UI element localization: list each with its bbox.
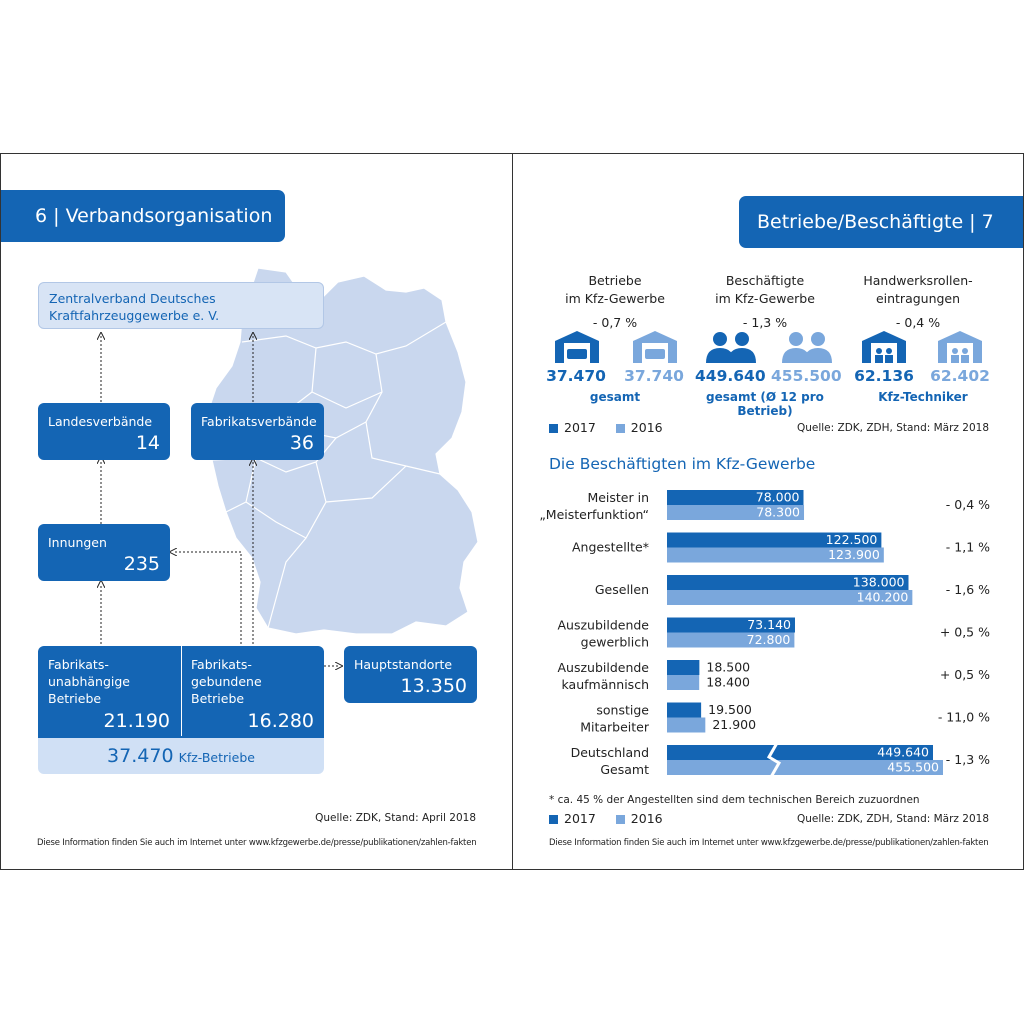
legend-2017-label: 2017 xyxy=(564,420,596,435)
stat-beschaeftigte-sub: gesamt (Ø 12 pro Betrieb) xyxy=(706,390,824,418)
footer-right: Diese Information finden Sie auch im Internet unter www.kfzgewerbe.de/presse/publikationen/zahlen-fakten xyxy=(549,838,989,848)
stat-betriebe-sub: gesamt xyxy=(589,390,641,404)
legend-bottom-2017-label: 2017 xyxy=(564,811,596,826)
bar-2016 xyxy=(667,675,699,690)
total-kfz-betriebe xyxy=(38,738,324,774)
stat-handwerk-head xyxy=(853,272,983,308)
stat-betriebe-pct: - 0,7 % xyxy=(592,315,638,330)
stat-betriebe-head1: Betriebe xyxy=(588,273,642,288)
source-top: Quelle: ZDK, ZDH, Stand: März 2018 xyxy=(796,422,989,434)
landesverbaende-value: 14 xyxy=(135,432,160,454)
stat-betriebe-head xyxy=(550,272,680,308)
category-label: Auszubildende gewerblich xyxy=(557,617,649,650)
stat-beschaeftigte-2016: 455.500 xyxy=(771,367,842,385)
bar-value-2016: 21.900 xyxy=(712,717,757,732)
garage-workers-icon-2016 xyxy=(938,331,982,363)
section-tab-verbandsorganisation: 6 | Verbandsorganisation xyxy=(1,190,285,242)
gebunden-line3: Betriebe xyxy=(191,691,245,706)
hauptstandorte-label: Hauptstandorte xyxy=(354,657,453,672)
hauptstandorte-value: 13.350 xyxy=(400,675,467,697)
bar-value-2017: 122.500 xyxy=(825,532,878,547)
stat-beschaeftigte-2017: 449.640 xyxy=(695,367,766,385)
landesverbaende-label: Landesverbände xyxy=(48,414,153,429)
stat-beschaeftigte-head1: Beschäftigte xyxy=(725,273,805,288)
bar-value-2016: 78.300 xyxy=(756,504,801,520)
unabhaengig-label xyxy=(48,656,130,707)
legend-top xyxy=(549,420,663,435)
bar-value-2017: 18.500 xyxy=(706,659,751,675)
bar-value-2016: 123.900 xyxy=(828,547,880,562)
page-right xyxy=(512,153,1024,870)
fabrikatsverbaende-value: 36 xyxy=(289,432,314,454)
zdk-box xyxy=(38,282,324,329)
garage-car-icon xyxy=(555,331,599,363)
bar-value-2016: 455.500 xyxy=(887,759,939,775)
stat-betriebe-2016: 37.740 xyxy=(624,367,684,385)
change-label: - 11,0 % xyxy=(937,709,990,725)
legend-2017-swatch xyxy=(549,424,558,433)
chart-title: Die Beschäftigten im Kfz-Gewerbe xyxy=(549,455,816,473)
employees-bar-chart xyxy=(513,484,1024,789)
gebunden-value: 16.280 xyxy=(247,710,314,732)
gebunden-line2: gebundene xyxy=(191,674,262,689)
bar-value-2017: 78.000 xyxy=(755,489,800,505)
footer-left: Diese Information finden Sie auch im Internet unter www.kfzgewerbe.de/presse/publikationen/zahlen-fakten xyxy=(37,838,477,848)
total-label: Kfz-Betriebe xyxy=(178,750,255,765)
unabhaengig-line2: unabhängige xyxy=(48,674,130,689)
stat-betriebe-head2: im Kfz-Gewerbe xyxy=(565,291,665,306)
change-label: + 0,5 % xyxy=(939,667,990,682)
change-label: - 1,3 % xyxy=(945,752,990,767)
zdk-line1: Zentralverband Deutsches xyxy=(49,291,216,306)
stat-beschaeftigte-head2: im Kfz-Gewerbe xyxy=(715,291,815,306)
gebunden-line1: Fabrikats- xyxy=(191,657,252,672)
total-value: 37.470 xyxy=(107,745,174,767)
stat-betriebe-2017: 37.470 xyxy=(546,367,606,385)
stat-handwerk-head2: eintragungen xyxy=(875,291,961,306)
landesverbaende-box xyxy=(38,403,170,460)
stat-handwerk-pct: - 0,4 % xyxy=(895,315,941,330)
change-label: - 0,4 % xyxy=(945,497,990,512)
legend-2016-label: 2016 xyxy=(630,420,663,435)
fabrikatsverbaende-label: Fabrikatsverbände xyxy=(201,414,317,429)
change-label: + 0,5 % xyxy=(939,624,990,640)
bar-value-2016: 18.400 xyxy=(706,674,750,690)
bar-value-2017: 19.500 xyxy=(708,702,752,717)
zdk-line2: Kraftfahrzeuggewerbe e. V. xyxy=(49,308,220,323)
unabhaengig-line3: Betriebe xyxy=(48,691,102,706)
source-bottom: Quelle: ZDK, ZDH, Stand: März 2018 xyxy=(796,813,989,825)
garage-workers-icon xyxy=(862,331,906,363)
legend-bottom-2017-swatch xyxy=(549,815,558,824)
legend-bottom-2016-swatch xyxy=(616,815,625,824)
legend-2016-swatch xyxy=(616,424,625,433)
category-label: Gesellen xyxy=(594,582,649,597)
bar-value-2017: 138.000 xyxy=(852,574,905,590)
category-label: Auszubildende kaufmännisch xyxy=(557,660,649,692)
garage-car-icon-2016 xyxy=(633,331,677,363)
stat-handwerk-2016: 62.402 xyxy=(930,367,990,385)
bar-2017 xyxy=(667,660,699,675)
innungen-label: Innungen xyxy=(48,535,107,550)
fabrikatsverbaende-box xyxy=(191,403,324,460)
innungen-value: 235 xyxy=(123,553,160,575)
stat-handwerk-2017: 62.136 xyxy=(854,367,914,385)
bar-value-2016: 140.200 xyxy=(856,589,909,605)
source-left: Quelle: ZDK, Stand: April 2018 xyxy=(315,812,476,824)
betriebe-divider xyxy=(181,646,182,736)
change-label: - 1,1 % xyxy=(945,539,990,555)
category-label: Deutschland Gesamt xyxy=(570,745,649,777)
section-tab-betriebe: Betriebe/Beschäftigte | 7 xyxy=(739,196,1023,248)
stat-handwerk-head1: Handwerksrollen- xyxy=(863,273,973,288)
unabhaengig-value: 21.190 xyxy=(103,710,170,732)
bar-2017 xyxy=(667,703,701,718)
bar-value-2017: 73.140 xyxy=(747,617,791,632)
bar-value-2016: 72.800 xyxy=(746,632,791,647)
gebunden-label xyxy=(191,656,262,707)
stat-beschaeftigte-head xyxy=(700,272,830,308)
people-icon-2016 xyxy=(781,331,833,363)
category-label: sonstige Mitarbeiter xyxy=(580,702,649,735)
innungen-box xyxy=(38,524,170,581)
bar-value-2017: 449.640 xyxy=(877,744,929,760)
change-label: - 1,6 % xyxy=(945,582,990,597)
page-left xyxy=(0,153,513,870)
unabhaengig-line1: Fabrikats- xyxy=(48,657,109,672)
bar-2016 xyxy=(667,718,705,733)
stat-handwerk-sub: Kfz-Techniker xyxy=(878,390,968,404)
hauptstandorte-box xyxy=(344,646,477,703)
category-label: Angestellte* xyxy=(572,539,649,555)
footnote: * ca. 45 % der Angestellten sind dem technischen Bereich zuzuordnen xyxy=(549,794,920,806)
category-label: Meister in „Meisterfunktion“ xyxy=(539,490,649,522)
people-icon xyxy=(705,331,757,363)
legend-bottom xyxy=(549,811,663,826)
legend-bottom-2016-label: 2016 xyxy=(630,811,663,826)
stat-beschaeftigte-pct: - 1,3 % xyxy=(742,315,788,330)
